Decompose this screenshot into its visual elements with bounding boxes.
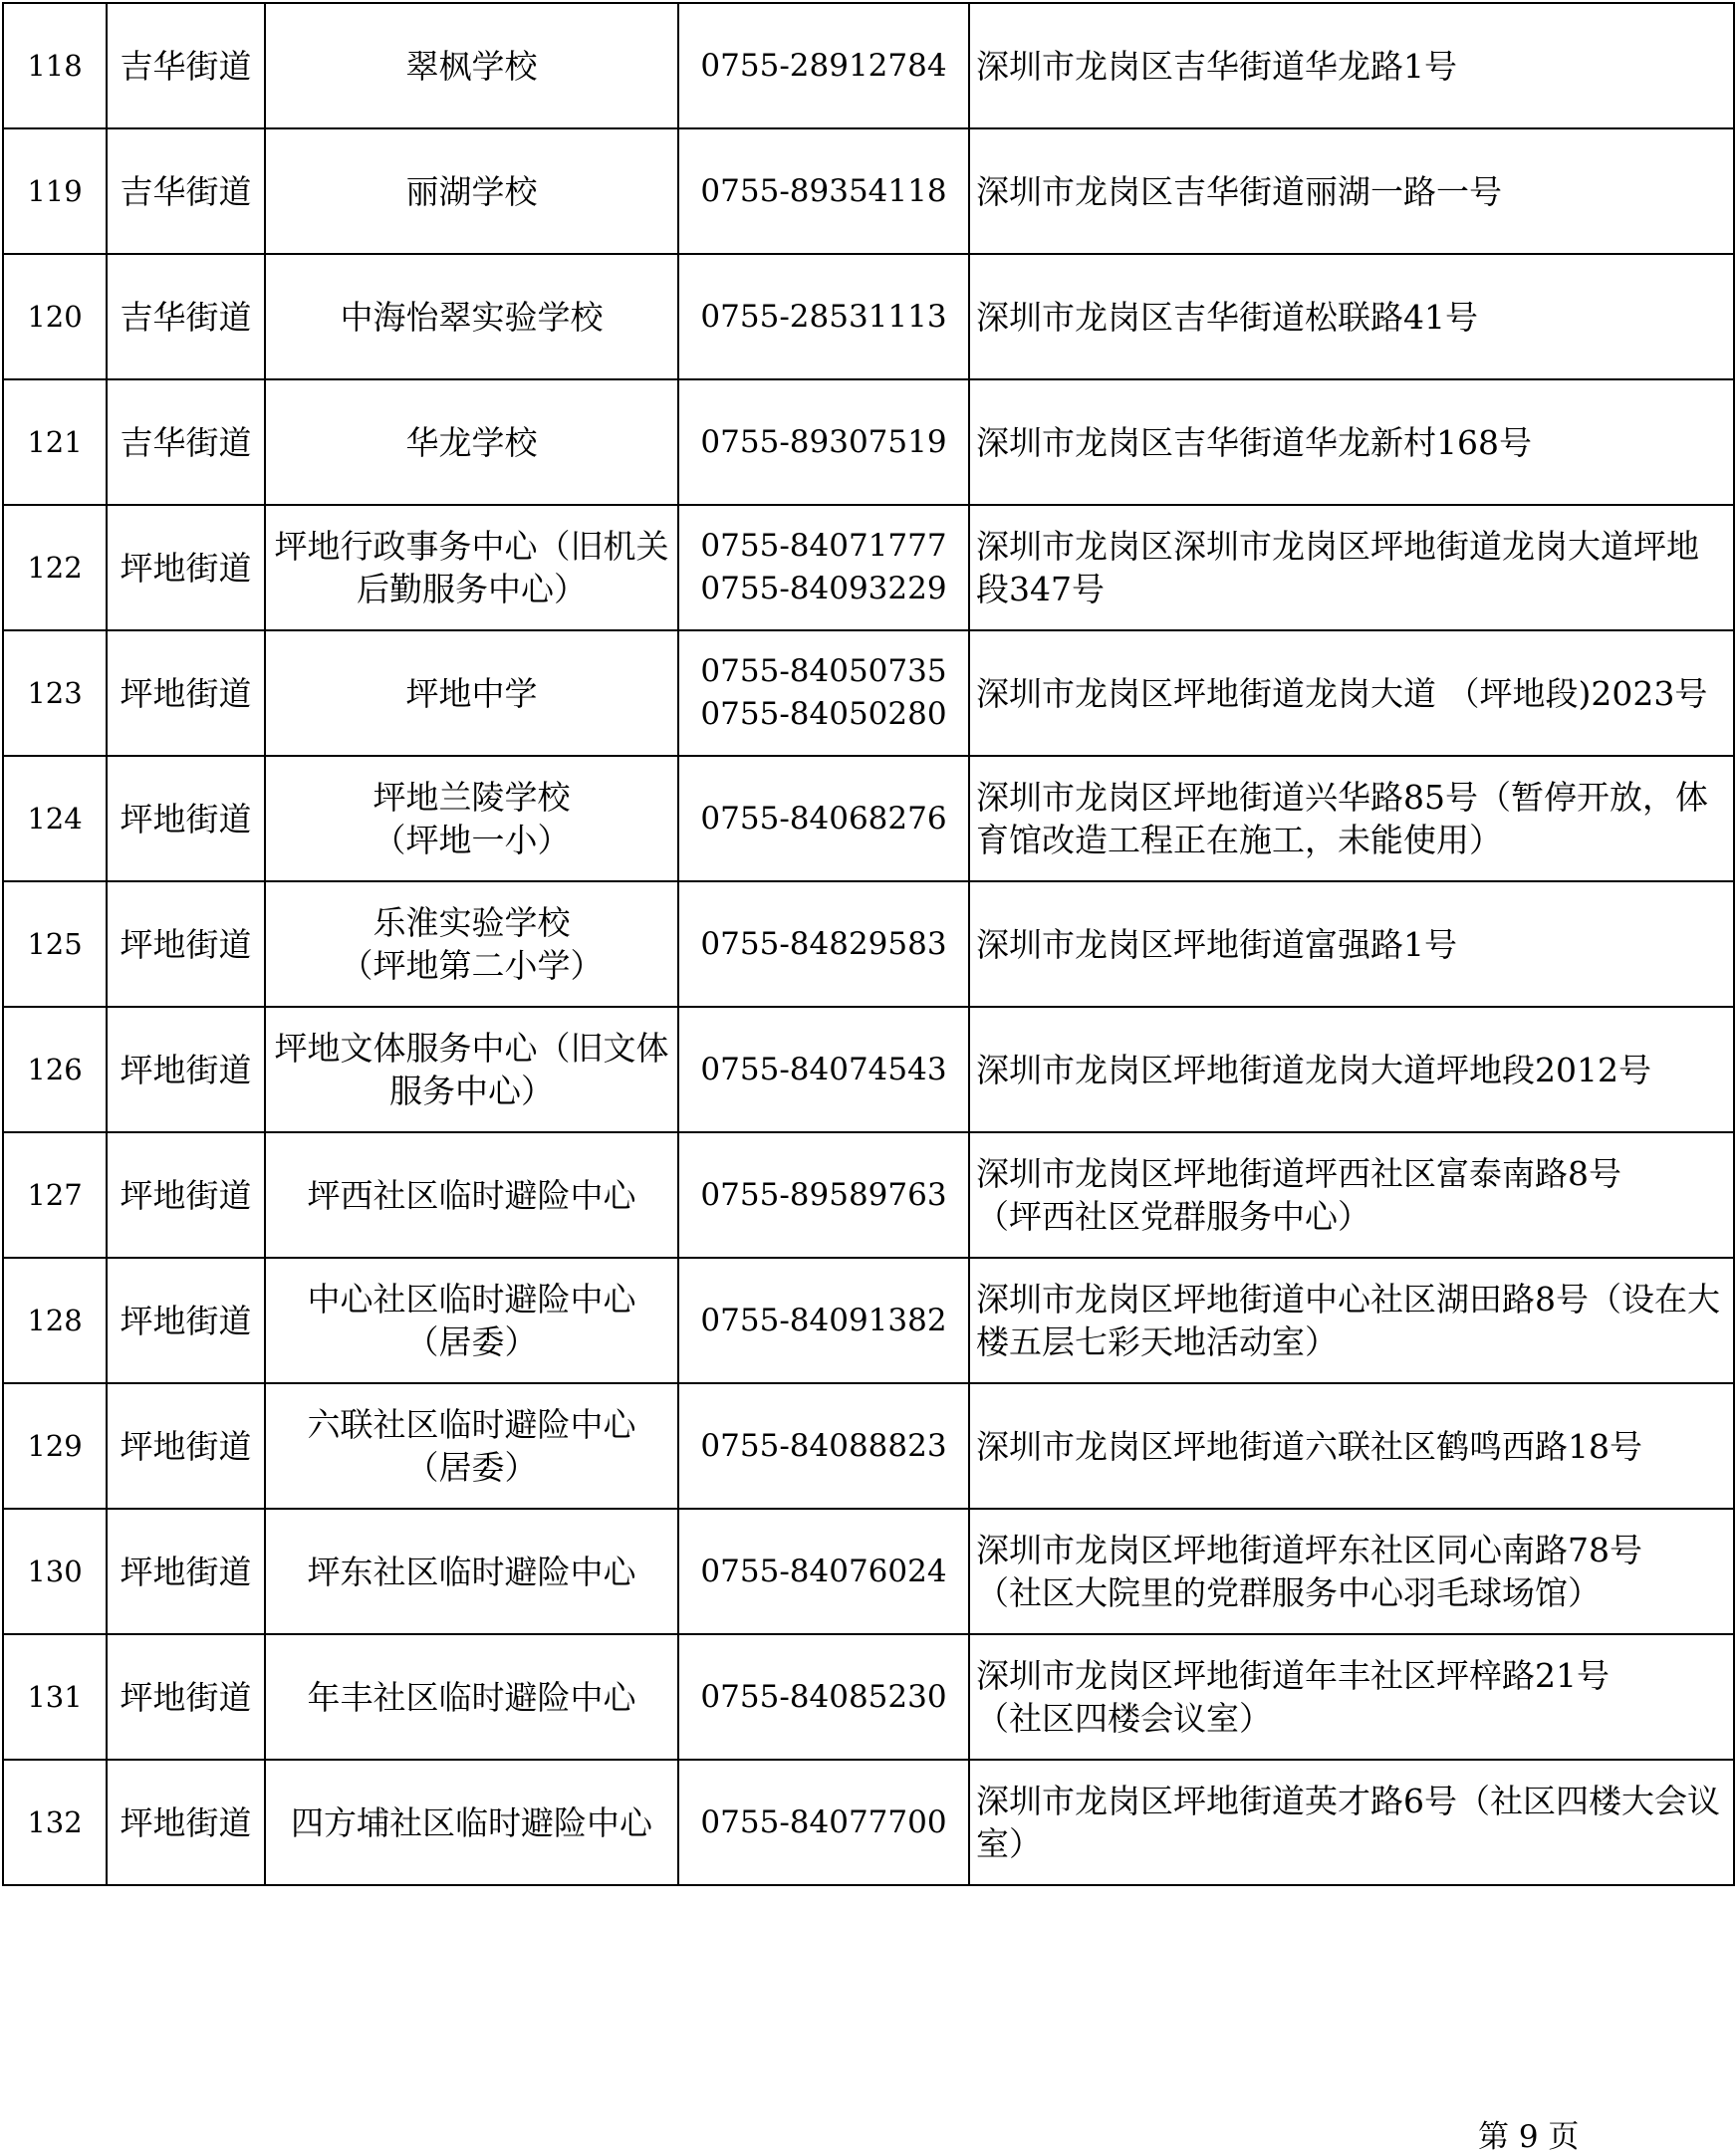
table-row: [3, 756, 1734, 881]
table-row: [3, 1258, 1734, 1383]
phone-cell: [678, 1383, 969, 1509]
address-text: 深圳市龙岗区坪地街道兴华路85号（暂停开放，体育馆改造工程正在施工，未能使用）: [976, 778, 1708, 859]
row-number-text: 128: [27, 1303, 83, 1337]
shelter-name-cell: [265, 1383, 678, 1509]
phone-cell: [678, 1007, 969, 1132]
address-text: 深圳市龙岗区坪地街道龙岗大道 （坪地段)2023号: [976, 673, 1708, 713]
phone-text: 0755-84093229: [700, 571, 947, 606]
table-row: [3, 1007, 1734, 1132]
page-number: 第 9 页: [1478, 2119, 1580, 2155]
shelter-name-text: 丽湖学校: [405, 171, 538, 211]
address-text: 深圳市龙岗区吉华街道松联路41号: [976, 297, 1478, 337]
shelter-table: [2, 2, 1735, 1886]
phone-cell: [678, 505, 969, 630]
shelter-name-cell: [265, 1760, 678, 1885]
street-text: 吉华街道: [120, 171, 252, 211]
address-text: 深圳市龙岗区坪地街道富强路1号: [976, 924, 1457, 964]
street-text: 坪地街道: [120, 799, 252, 838]
address-cell: [969, 379, 1734, 505]
phone-text: 0755-89307519: [700, 423, 947, 460]
shelter-name-text: 翠枫学校: [405, 46, 538, 86]
row-number-cell: [3, 1634, 107, 1760]
row-number-text: 127: [27, 1177, 83, 1212]
phone-text: 0755-89354118: [700, 172, 947, 209]
table-body: [3, 3, 1734, 1885]
row-number-cell: [3, 1760, 107, 1885]
phone-text: 0755-84076024: [700, 1553, 947, 1589]
row-number-cell: [3, 254, 107, 379]
shelter-name-cell: [265, 379, 678, 505]
shelter-name-cell: [265, 1509, 678, 1634]
row-number-text: 131: [27, 1679, 83, 1714]
phone-text: 0755-84068276: [700, 800, 947, 837]
shelter-name-cell: [265, 756, 678, 881]
address-cell: [969, 756, 1734, 881]
shelter-name-cell: [265, 128, 678, 254]
phone-cell: [678, 630, 969, 756]
shelter-name-text: 中海怡翠实验学校: [340, 297, 604, 337]
phone-cell: [678, 1509, 969, 1634]
row-number-cell: [3, 1258, 107, 1383]
street-text: 吉华街道: [120, 297, 252, 337]
shelter-name-cell: [265, 3, 678, 128]
street-cell: [107, 1132, 265, 1258]
row-number-text: 124: [27, 801, 83, 836]
phone-text: 0755-84071777: [700, 528, 947, 564]
shelter-name-cell: [265, 630, 678, 756]
street-cell: [107, 756, 265, 881]
row-number-text: 125: [27, 926, 83, 961]
phone-text: 0755-84050280: [700, 696, 947, 732]
phone-text: 0755-28531113: [700, 298, 947, 335]
row-number-cell: [3, 1007, 107, 1132]
address-text: （坪西社区党群服务中心）: [976, 1197, 1370, 1236]
row-number-cell: [3, 379, 107, 505]
phone-text: 0755-84074543: [700, 1051, 947, 1087]
row-number-text: 123: [27, 675, 83, 710]
address-cell: [969, 1007, 1734, 1132]
street-cell: [107, 254, 265, 379]
phone-cell: [678, 881, 969, 1007]
phone-cell: [678, 254, 969, 379]
row-number-cell: [3, 881, 107, 1007]
phone-cell: [678, 128, 969, 254]
shelter-name-text: （坪地第二小学）: [340, 946, 604, 985]
address-cell: [969, 1509, 1734, 1634]
address-text: 深圳市龙岗区坪地街道坪东社区同心南路78号: [976, 1531, 1642, 1569]
street-cell: [107, 630, 265, 756]
address-text: 深圳市龙岗区坪地街道英才路6号（社区四楼大会议室）: [976, 1782, 1720, 1863]
address-text: 深圳市龙岗区坪地街道中心社区湖田路8号（设在大楼五层七彩天地活动室）: [976, 1280, 1720, 1361]
table-row: [3, 1634, 1734, 1760]
shelter-name-text: 中心社区临时避险中心: [307, 1280, 636, 1318]
street-cell: [107, 1007, 265, 1132]
address-cell: [969, 1258, 1734, 1383]
shelter-name-text: 乐淮实验学校: [372, 903, 571, 942]
table-row: [3, 1132, 1734, 1258]
table-row: [3, 3, 1734, 128]
address-text: （社区大院里的党群服务中心羽毛球场馆）: [976, 1573, 1601, 1612]
shelter-name-text: 坪东社区临时避险中心: [307, 1552, 636, 1591]
street-text: 坪地街道: [120, 1175, 252, 1215]
phone-cell: [678, 3, 969, 128]
shelter-name-cell: [265, 1007, 678, 1132]
row-number-text: 122: [27, 550, 83, 585]
phone-text: 0755-84088823: [700, 1427, 947, 1464]
row-number-cell: [3, 1509, 107, 1634]
address-cell: [969, 1760, 1734, 1885]
table-row: [3, 379, 1734, 505]
street-text: 坪地街道: [120, 673, 252, 713]
address-cell: [969, 128, 1734, 254]
phone-text: 0755-84050735: [700, 653, 947, 689]
table-row: [3, 1760, 1734, 1885]
row-number-text: 118: [27, 48, 83, 83]
phone-text: 0755-84085230: [700, 1678, 947, 1715]
address-text: 深圳市龙岗区坪地街道年丰社区坪梓路21号: [976, 1656, 1610, 1695]
phone-cell: [678, 756, 969, 881]
row-number-cell: [3, 1383, 107, 1509]
phone-cell: [678, 1132, 969, 1258]
address-cell: [969, 3, 1734, 128]
street-text: 坪地街道: [120, 1050, 252, 1089]
phone-cell: [678, 1258, 969, 1383]
shelter-name-cell: [265, 254, 678, 379]
shelter-name-cell: [265, 881, 678, 1007]
row-number-text: 119: [27, 173, 83, 208]
shelter-name-cell: [265, 505, 678, 630]
row-number-cell: [3, 630, 107, 756]
shelter-name-text: 坪地行政事务中心（旧机关后勤服务中心）: [274, 527, 669, 608]
phone-text: 0755-89589763: [700, 1176, 947, 1213]
street-cell: [107, 881, 265, 1007]
phone-cell: [678, 379, 969, 505]
phone-cell: [678, 1760, 969, 1885]
street-text: 坪地街道: [120, 548, 252, 588]
address-text: 深圳市龙岗区坪地街道六联社区鹤鸣西路18号: [976, 1426, 1642, 1466]
phone-text: 0755-84829583: [700, 925, 947, 962]
address-cell: [969, 1132, 1734, 1258]
shelter-name-text: 四方埔社区临时避险中心: [291, 1802, 652, 1842]
row-number-text: 121: [27, 424, 83, 459]
street-cell: [107, 379, 265, 505]
table-row: [3, 254, 1734, 379]
street-cell: [107, 505, 265, 630]
street-cell: [107, 1258, 265, 1383]
address-cell: [969, 630, 1734, 756]
shelter-name-text: （居委）: [405, 1448, 538, 1487]
row-number-cell: [3, 128, 107, 254]
shelter-name-text: 坪地中学: [405, 673, 538, 713]
street-cell: [107, 1634, 265, 1760]
address-cell: [969, 881, 1734, 1007]
table-row: [3, 881, 1734, 1007]
row-number-cell: [3, 756, 107, 881]
table-row: [3, 1383, 1734, 1509]
shelter-name-text: （居委）: [405, 1322, 538, 1361]
address-cell: [969, 254, 1734, 379]
row-number-text: 126: [27, 1052, 83, 1086]
street-cell: [107, 128, 265, 254]
row-number-cell: [3, 3, 107, 128]
street-text: 坪地街道: [120, 1552, 252, 1591]
phone-text: 0755-28912784: [700, 47, 947, 84]
row-number-text: 129: [27, 1428, 83, 1463]
shelter-name-text: 坪西社区临时避险中心: [307, 1175, 636, 1215]
address-cell: [969, 1634, 1734, 1760]
shelter-name-text: 六联社区临时避险中心: [307, 1405, 636, 1444]
address-cell: [969, 1383, 1734, 1509]
address-text: 深圳市龙岗区坪地街道坪西社区富泰南路8号: [976, 1154, 1621, 1193]
street-text: 坪地街道: [120, 1802, 252, 1842]
shelter-name-text: 华龙学校: [405, 422, 538, 462]
shelter-name-text: （坪地一小）: [372, 821, 571, 859]
shelter-name-text: 年丰社区临时避险中心: [307, 1677, 636, 1717]
street-cell: [107, 3, 265, 128]
address-text: 深圳市龙岗区吉华街道华龙新村168号: [976, 422, 1532, 462]
row-number-text: 132: [27, 1804, 83, 1839]
shelter-name-text: 坪地文体服务中心（旧文体服务中心）: [274, 1029, 669, 1110]
table-row: [3, 128, 1734, 254]
row-number-text: 130: [27, 1554, 83, 1588]
street-cell: [107, 1509, 265, 1634]
street-text: 坪地街道: [120, 924, 252, 964]
street-text: 吉华街道: [120, 422, 252, 462]
phone-text: 0755-84077700: [700, 1803, 947, 1840]
phone-text: 0755-84091382: [700, 1302, 947, 1338]
street-text: 坪地街道: [120, 1677, 252, 1717]
address-cell: [969, 505, 1734, 630]
row-number-cell: [3, 1132, 107, 1258]
phone-cell: [678, 1634, 969, 1760]
shelter-name-cell: [265, 1132, 678, 1258]
street-text: 坪地街道: [120, 1426, 252, 1466]
table-row: [3, 630, 1734, 756]
table-row: [3, 1509, 1734, 1634]
address-text: 深圳市龙岗区吉华街道华龙路1号: [976, 46, 1457, 86]
street-cell: [107, 1760, 265, 1885]
row-number-text: 120: [27, 299, 83, 334]
address-text: 深圳市龙岗区坪地街道龙岗大道坪地段2012号: [976, 1050, 1651, 1089]
street-cell: [107, 1383, 265, 1509]
table-row: [3, 505, 1734, 630]
row-number-cell: [3, 505, 107, 630]
shelter-name-text: 坪地兰陵学校: [372, 778, 571, 817]
address-text: （社区四楼会议室）: [976, 1699, 1272, 1738]
address-text: 深圳市龙岗区深圳市龙岗区坪地街道龙岗大道坪地段347号: [976, 527, 1699, 608]
street-text: 吉华街道: [120, 46, 252, 86]
shelter-name-cell: [265, 1634, 678, 1760]
shelter-name-cell: [265, 1258, 678, 1383]
address-text: 深圳市龙岗区吉华街道丽湖一路一号: [976, 171, 1502, 211]
street-text: 坪地街道: [120, 1301, 252, 1340]
